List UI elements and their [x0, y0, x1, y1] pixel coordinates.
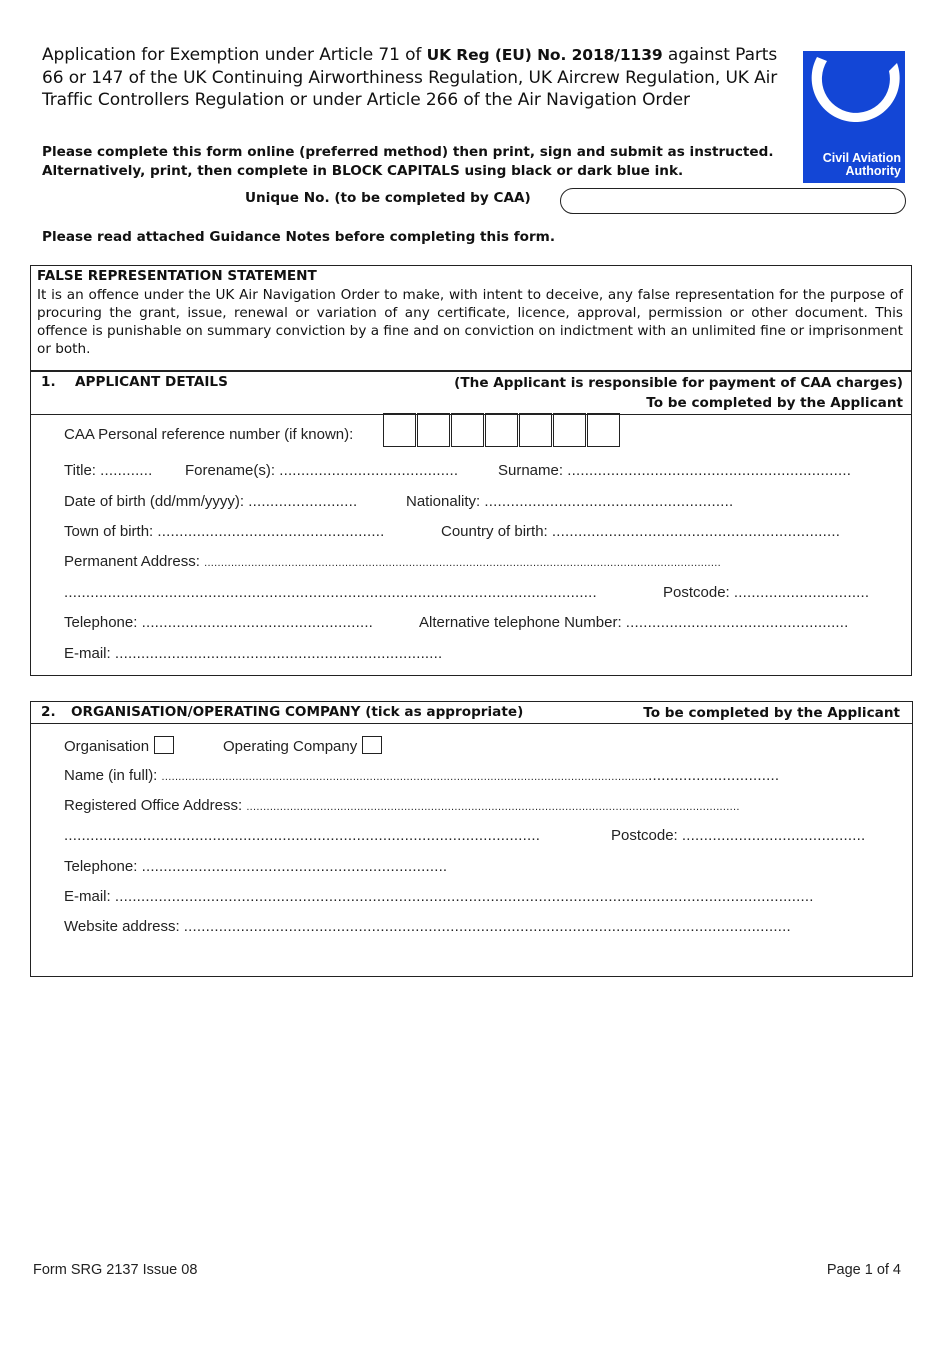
dob-label: Date of birth (dd/mm/yyyy):	[64, 493, 245, 510]
title-part2: against Parts 66 or 147 of the UK Continuing Airworthiness Regulation, UK Aircrew Regulation, UK Air Traffic Controllers Regulation or under Article 266 of the Air Navigation Order	[42, 45, 778, 110]
surname-field[interactable]: Surname: .................................................................	[498, 462, 852, 479]
surname-label: Surname:	[498, 462, 564, 479]
operating-company-option[interactable]	[223, 736, 382, 755]
unique-number-label: Unique No. (to be completed by CAA)	[245, 190, 531, 206]
town-of-birth-label: Town of birth:	[64, 523, 154, 540]
postcode-field[interactable]: Postcode: ...............................	[663, 584, 870, 601]
caa-ref-digit-box[interactable]	[417, 413, 450, 447]
forename-label: Forename(s):	[185, 462, 276, 479]
email-label: E-mail:	[64, 645, 111, 662]
logo-line1: Civil Aviation	[822, 151, 901, 165]
registered-office-label: Registered Office Address:	[64, 797, 243, 814]
address-line2-field[interactable]: ..........................................................................................................................	[64, 584, 597, 601]
intro-line2: Alternatively, print, then complete in BLOCK CAPITALS using black or dark blue ink.	[42, 163, 684, 179]
website-label: Website address:	[64, 918, 180, 935]
alt-telephone-label: Alternative telephone Number:	[419, 614, 622, 631]
section1-header	[31, 372, 911, 415]
country-of-birth-field[interactable]: Country of birth: ..................................................................	[441, 523, 841, 540]
false-representation-heading: FALSE REPRESENTATION STATEMENT	[37, 268, 317, 284]
org-email-field[interactable]: E-mail: ................................................................................................................................................................	[64, 888, 814, 905]
intro-line1: Please complete this form online (preferred method) then print, sign and submit as instructed.	[42, 144, 774, 160]
permanent-address-field[interactable]: Permanent Address: ..........................................................................................................................................................	[64, 553, 721, 570]
email-field[interactable]: E-mail: ...........................................................................	[64, 645, 443, 662]
section2-note: To be completed by the Applicant	[643, 705, 900, 721]
caa-ref-digit-box[interactable]	[587, 413, 620, 447]
org-telephone-label: Telephone:	[64, 858, 138, 875]
section1-number: 1.	[41, 374, 56, 390]
page-number: Page 1 of 4	[826, 1262, 901, 1278]
caa-ref-digit-box[interactable]	[383, 413, 416, 447]
forename-field[interactable]: Forename(s): .........................................	[185, 462, 459, 479]
title-regulation: UK Reg (EU) No. 2018/1139	[426, 46, 663, 64]
org-email-label: E-mail:	[64, 888, 111, 905]
caa-ref-label: CAA Personal reference number (if known):	[64, 426, 354, 443]
org-postcode-label: Postcode:	[611, 827, 678, 844]
organisation-label: Organisation	[64, 738, 150, 755]
registered-office-field[interactable]: Registered Office Address: ...................................................................................................................................................	[64, 797, 740, 814]
telephone-field[interactable]: Telephone: .....................................................	[64, 614, 374, 631]
caa-ref-input[interactable]	[383, 413, 621, 447]
operating-company-checkbox[interactable]	[362, 736, 382, 754]
alt-telephone-field[interactable]: Alternative telephone Number: ...................................................	[419, 614, 849, 631]
guidance-note: Please read attached Guidance Notes before completing this form.	[42, 229, 555, 245]
permanent-address-label: Permanent Address:	[64, 553, 200, 570]
org-postcode-field[interactable]: Postcode: ..........................................	[611, 827, 866, 844]
country-of-birth-label: Country of birth:	[441, 523, 548, 540]
nationality-label: Nationality:	[406, 493, 481, 510]
nationality-field[interactable]: Nationality: .........................................................	[406, 493, 734, 510]
caa-ref-digit-box[interactable]	[519, 413, 552, 447]
org-name-field[interactable]: Name (in full): ...............................................................................................................................................................................	[64, 767, 780, 784]
section1-note-completion: To be completed by the Applicant	[646, 394, 903, 411]
logo-line2: Authority	[845, 164, 901, 178]
false-representation-body: It is an offence under the UK Air Navigation Order to make, with intent to deceive, any false representation for the purpose of procuring the grant, issue, renewal or variation of any certificate, licence, approval, permission or other document. This offence is punishable on summary conviction by a fine and on conviction on indictment with an unlimited fine or imprisonment or both.	[37, 287, 903, 357]
title-label: Title:	[64, 462, 96, 479]
telephone-label: Telephone:	[64, 614, 138, 631]
org-name-label: Name (in full):	[64, 767, 158, 784]
section1-note-charges: (The Applicant is responsible for payment of CAA charges)	[454, 375, 903, 391]
form-identifier: Form SRG 2137 Issue 08	[33, 1262, 198, 1278]
organisation-checkbox[interactable]	[154, 736, 174, 754]
section2-header	[31, 702, 912, 724]
caa-logo-text	[803, 152, 901, 178]
operating-company-label: Operating Company	[223, 738, 358, 755]
form-title	[42, 44, 798, 112]
unique-number-field[interactable]	[560, 188, 906, 214]
website-field[interactable]: Website address: ...........................................................................................................................................	[64, 918, 791, 935]
caa-ref-digit-box[interactable]	[553, 413, 586, 447]
section2-number: 2.	[41, 704, 56, 720]
title-part1: Application for Exemption under Article 71 of	[42, 45, 427, 65]
postcode-label: Postcode:	[663, 584, 730, 601]
caa-ref-digit-box[interactable]	[451, 413, 484, 447]
organisation-option[interactable]	[64, 736, 174, 755]
section1-title: APPLICANT DETAILS	[75, 374, 228, 390]
false-representation-box	[30, 265, 912, 371]
title-field[interactable]: Title: ............	[64, 462, 153, 479]
caa-ref-digit-box[interactable]	[485, 413, 518, 447]
registered-office-line2-field[interactable]: .............................................................................................................	[64, 827, 541, 844]
section1-notes	[454, 374, 903, 413]
org-telephone-field[interactable]: Telephone: ......................................................................	[64, 858, 448, 875]
section2-title: ORGANISATION/OPERATING COMPANY (tick as appropriate)	[71, 704, 524, 720]
intro-text	[42, 143, 802, 181]
dob-field[interactable]: Date of birth (dd/mm/yyyy): .........................	[64, 493, 358, 510]
town-of-birth-field[interactable]: Town of birth: ....................................................	[64, 523, 385, 540]
caa-logo	[803, 51, 905, 183]
